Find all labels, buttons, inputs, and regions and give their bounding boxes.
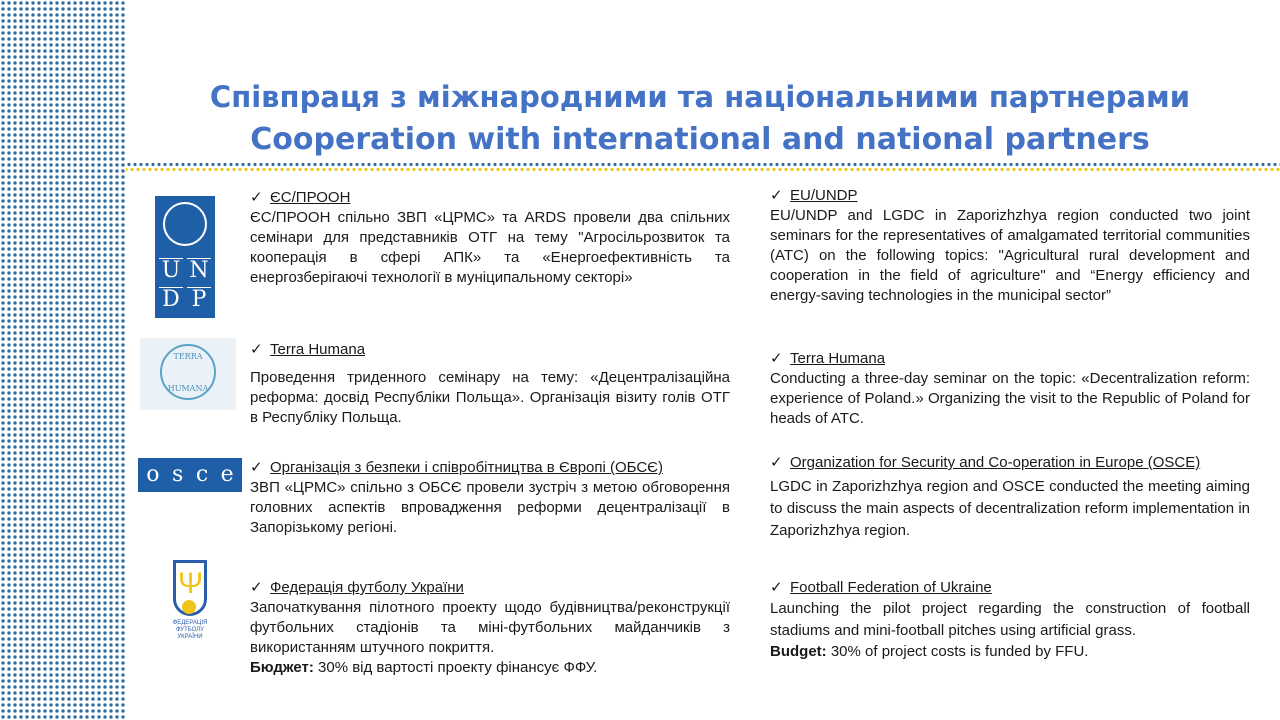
- undp-logo: [155, 196, 215, 318]
- terra-logo-top: TERRA: [173, 352, 203, 361]
- left-undp-block: [250, 188, 730, 288]
- left-undp-heading: ЄС/ПРООН: [270, 189, 351, 206]
- left-ffu-body: Започаткування пілотного проекту щодо будівництва/реконструкції футбольних стадіонів та міні-футбольних майданчиків з використанням штучного покриття.: [250, 599, 730, 656]
- right-terra-body: Conducting a three-day seminar on the topic: «Decentralization reform: experience of Poland.» Organizing the visit to the Republic of Poland for heads of ATC.: [770, 370, 1250, 427]
- check-icon: ✓: [770, 187, 783, 204]
- right-budget-label: Budget:: [770, 643, 827, 660]
- right-terra-heading: Terra Humana: [790, 350, 886, 367]
- osce-letter: c: [195, 462, 209, 487]
- osce-logo: [138, 458, 242, 492]
- check-icon: ✓: [250, 189, 263, 206]
- osce-letter: o: [146, 462, 160, 487]
- terra-humana-logo: [140, 338, 236, 410]
- left-terra-block: [250, 340, 730, 428]
- check-icon: ✓: [250, 459, 263, 476]
- check-icon: ✓: [250, 341, 263, 358]
- right-undp-heading: EU/UNDP: [790, 187, 858, 204]
- left-budget-label: Бюджет:: [250, 659, 314, 676]
- title-ukrainian: Співпраця з міжнародними та національними партнерами: [209, 80, 1191, 114]
- left-osce-heading: Організація з безпеки і співробітництва в Європі (ОБСЄ): [270, 459, 663, 476]
- un-globe-icon: [163, 202, 207, 246]
- right-undp-block: [770, 186, 1250, 306]
- undp-letter: N: [187, 258, 211, 283]
- left-ffu-heading: Федерація футболу України: [270, 579, 464, 596]
- right-terra-block: [770, 349, 1250, 429]
- left-osce-block: [250, 458, 730, 538]
- right-ffu-block: [770, 578, 1250, 662]
- left-osce-body: ЗВП «ЦРМС» спільно з ОБСЄ провели зустріч з метою обговорення головних аспектів впровадження реформи децентралізації в Запорізькому регіоні.: [250, 479, 730, 536]
- check-icon: ✓: [770, 350, 783, 367]
- title-english: Cooperation with international and national partners: [250, 122, 1150, 157]
- left-terra-body: Проведення триденного семінару на тему: «Децентралізаційна реформа: досвід Республіки Польща». Організація візиту голів ОТГ в Республіку Польща.: [250, 369, 730, 426]
- right-ffu-body: Launching the pilot project regarding the construction of football stadiums and mini-football pitches using artificial grass.: [770, 600, 1250, 639]
- undp-letter: U: [159, 258, 183, 283]
- check-icon: ✓: [250, 579, 263, 596]
- left-terra-heading: Terra Humana: [270, 341, 366, 358]
- dotted-side-pattern: [0, 0, 126, 720]
- dotted-divider: [126, 162, 1280, 172]
- left-budget-text: 30% від вартості проекту фінансує ФФУ.: [313, 659, 598, 676]
- right-ffu-heading: Football Federation of Ukraine: [790, 579, 992, 596]
- check-icon: ✓: [770, 579, 783, 596]
- football-icon: [182, 600, 196, 614]
- trident-icon: Ψ: [178, 567, 204, 600]
- right-undp-body: EU/UNDP and LGDC in Zaporizhzhya region conducted two joint seminars for the representatives of amalgamated territorial communities (ATC) on the following topics: "Agricultural rural development and cooperation in the field of agriculture" and “Energy efficiency and energy-saving technologies in the municipal sector”: [770, 207, 1250, 304]
- right-osce-body: LGDC in Zaporizhzhya region and OSCE conducted the meeting aiming to discuss the main aspects of decentralization reform implementation in Zaporizhzhya region.: [770, 478, 1250, 539]
- right-osce-block: [770, 453, 1250, 542]
- left-ffu-block: [250, 578, 730, 678]
- check-icon: ✓: [770, 454, 783, 471]
- terra-logo-bottom: HUMANA: [167, 384, 209, 393]
- ffu-logo: [165, 560, 215, 642]
- right-budget-text: 30% of project costs is funded by FFU.: [826, 643, 1089, 660]
- undp-letter: D: [159, 287, 183, 312]
- right-osce-heading: Organization for Security and Co-operation in Europe (OSCE): [790, 454, 1201, 471]
- left-undp-body: ЄС/ПРООН спільно ЗВП «ЦРМС» та ARDS провели два спільних семінари для представників ОТГ на тему "Агросільрозвиток та кооперація в сфері АПК» та «Енергоефективність та енергозберігаючі технології в муніципальному секторі»: [250, 209, 730, 286]
- osce-letter: s: [172, 462, 184, 487]
- ffu-logo-caption: ФЕДЕРАЦІЯ ФУТБОЛУ УКРАЇНИ: [172, 620, 208, 640]
- undp-letter: P: [187, 287, 211, 312]
- osce-letter: e: [220, 462, 234, 487]
